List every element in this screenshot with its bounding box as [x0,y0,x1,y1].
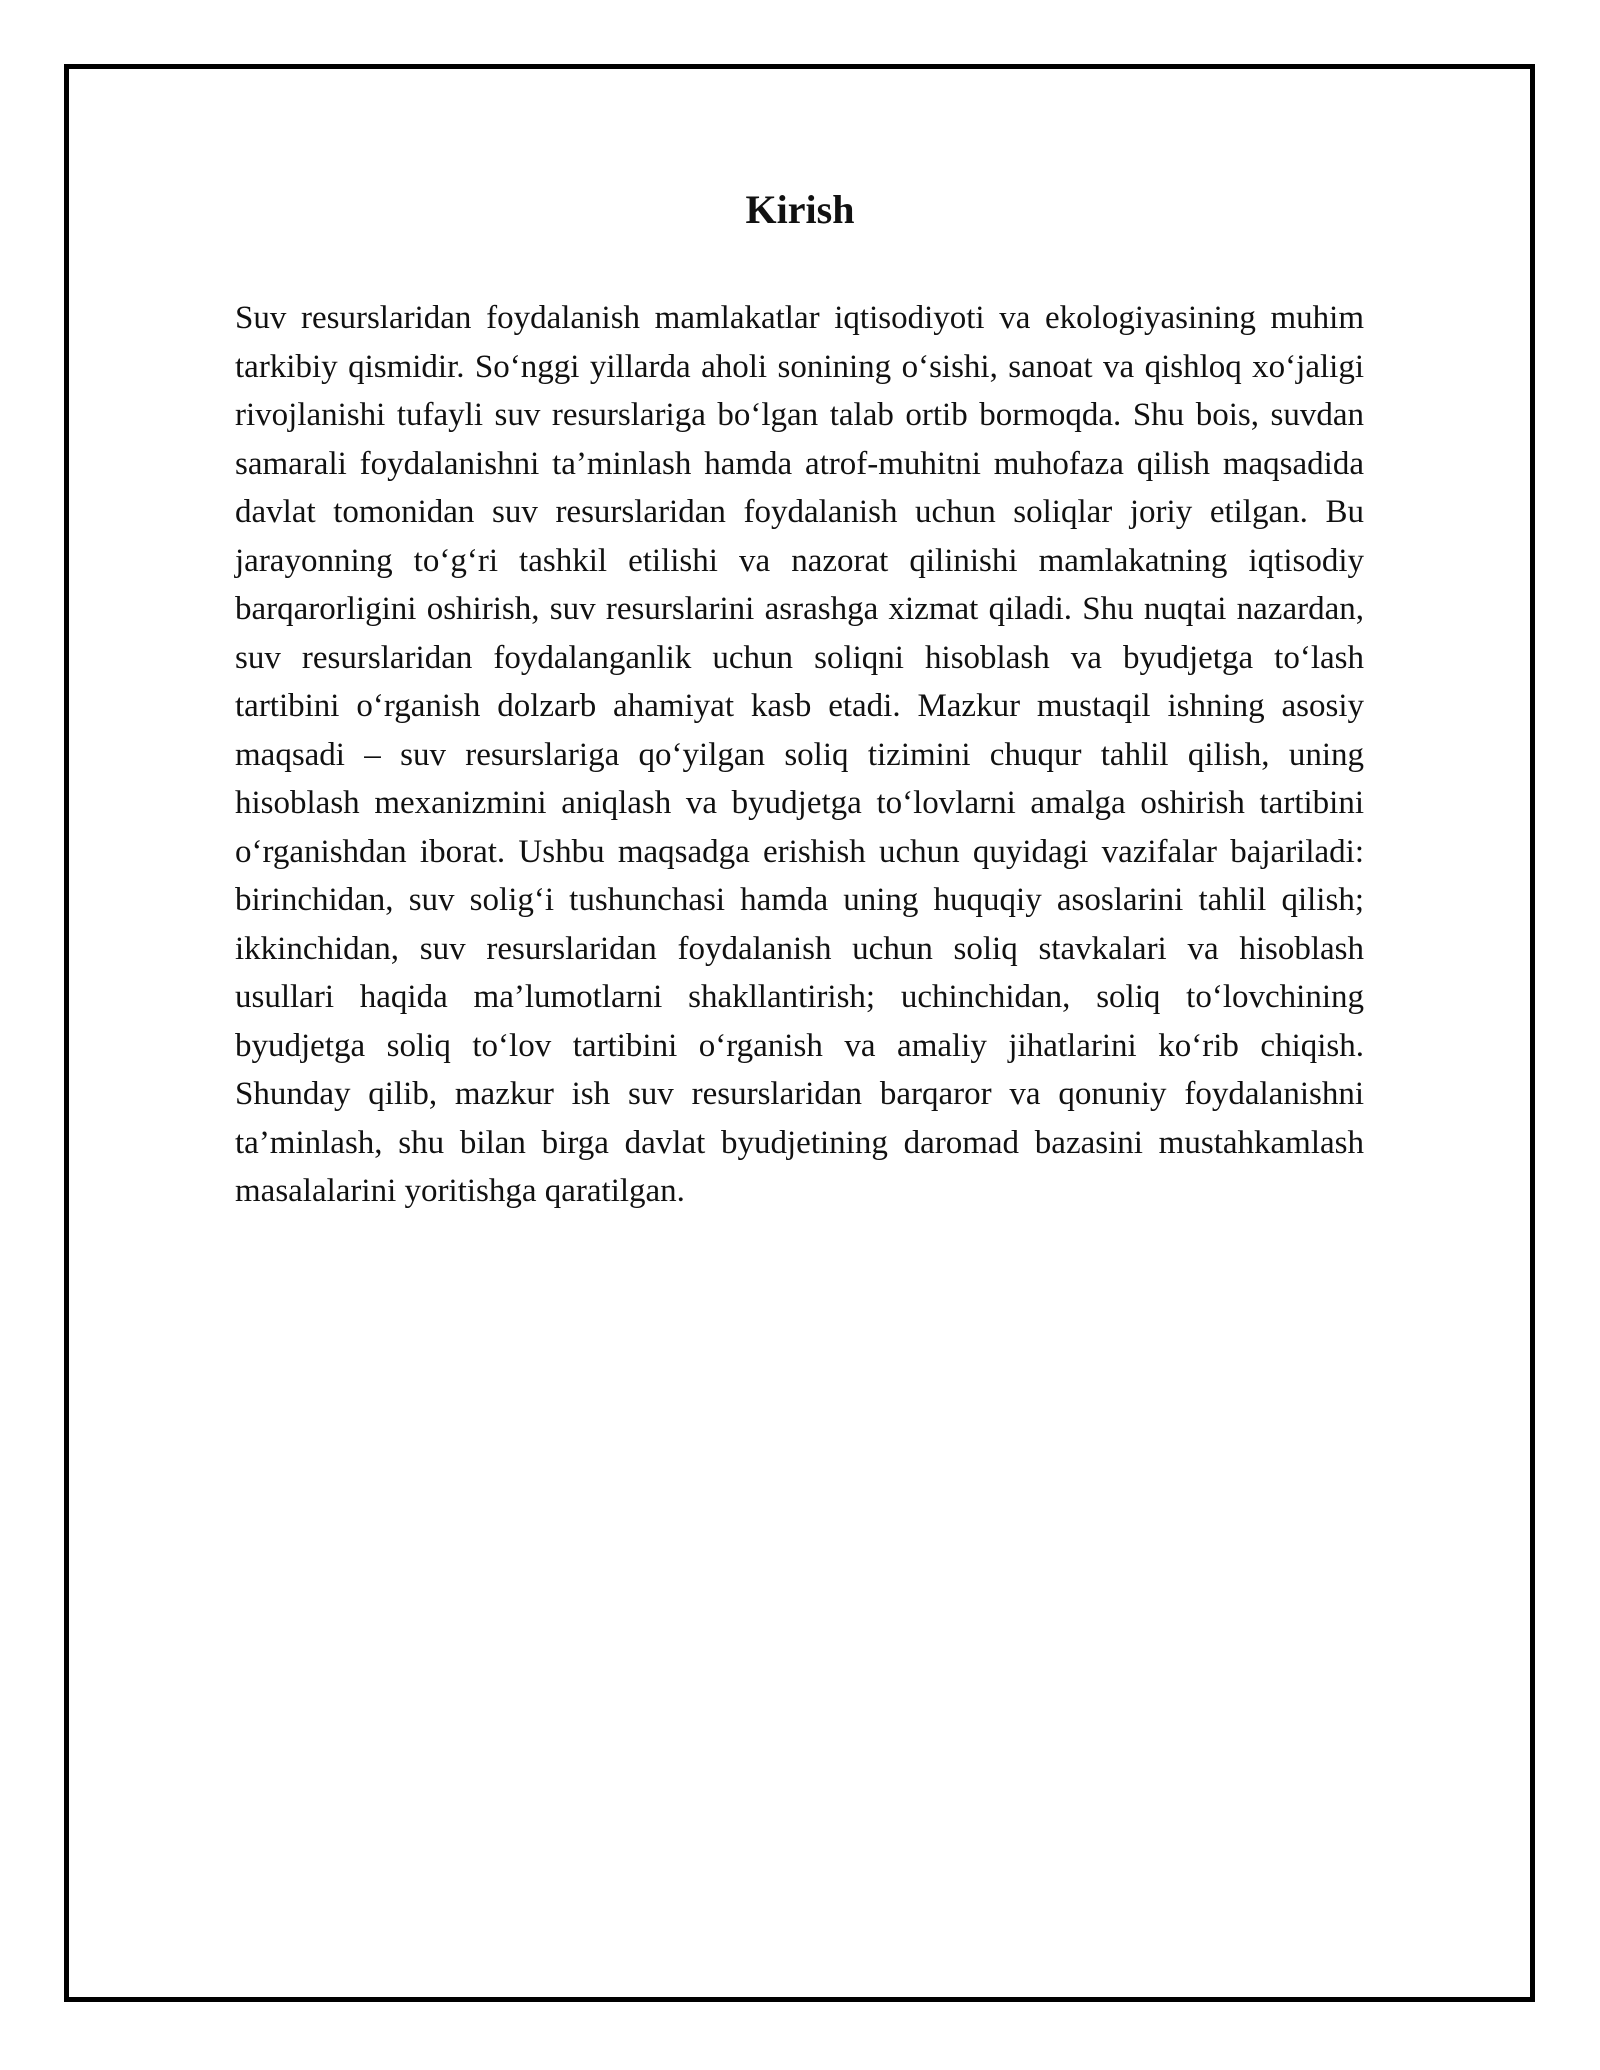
body-paragraph: Suv resurslaridan foydalanish mamlakatlar iqtisodiyoti va ekologiyasining muhim tarkibiy qismidir. So‘nggi yillarda aholi sonining o‘sishi, sanoat va qishloq xo‘jaligi rivojlanishi tufayli suv resurslariga bo‘lgan talab ortib bormoqda. Shu bois, suvdan samarali foydalanishni ta’minlash hamda atrof-muhitni muhofaza qilish maqsadida davlat tomonidan suv resurslaridan foydalanish uchun soliqlar joriy etilgan. Bu jarayonning to‘g‘ri tashkil etilishi va nazorat qilinishi mamlakatning iqtisodiy barqarorligini oshirish, suv resurslarini asrashga xizmat qiladi. Shu nuqtai nazardan, suv resurslaridan foydalanganlik uchun soliqni hisoblash va byudjetga to‘lash tartibini o‘rganish dolzarb ahamiyat kasb etadi. Mazkur mustaqil ishning asosiy maqsadi – suv resurslariga qo‘yilgan soliq tizimini chuqur tahlil qilish, uning hisoblash mexanizmini aniqlash va byudjetga to‘lovlarni amalga oshirish tartibini o‘rganishdan iborat. Ushbu maqsadga erishish uchun quyidagi vazifalar bajariladi: birinchidan, suv solig‘i tushunchasi hamda uning huquqiy asoslarini tahlil qilish; ikkinchidan, suv resurslaridan foydalanish uchun soliq stavkalari va hisoblash usullari haqida ma’lumotlarni shakllantirish; uchinchidan, soliq to‘lovchining byudjetga soliq to‘lov tartibini o‘rganish va amaliy jihatlarini ko‘rib chiqish. Shunday qilib, mazkur ish suv resurslaridan barqaror va qonuniy foydalanishni ta’minlash, shu bilan birga davlat byudjetining daromad bazasini mustahkamlash masalalarini yoritishga qaratilgan. [235,300,1364,1209]
page-title: Kirish [745,187,855,232]
